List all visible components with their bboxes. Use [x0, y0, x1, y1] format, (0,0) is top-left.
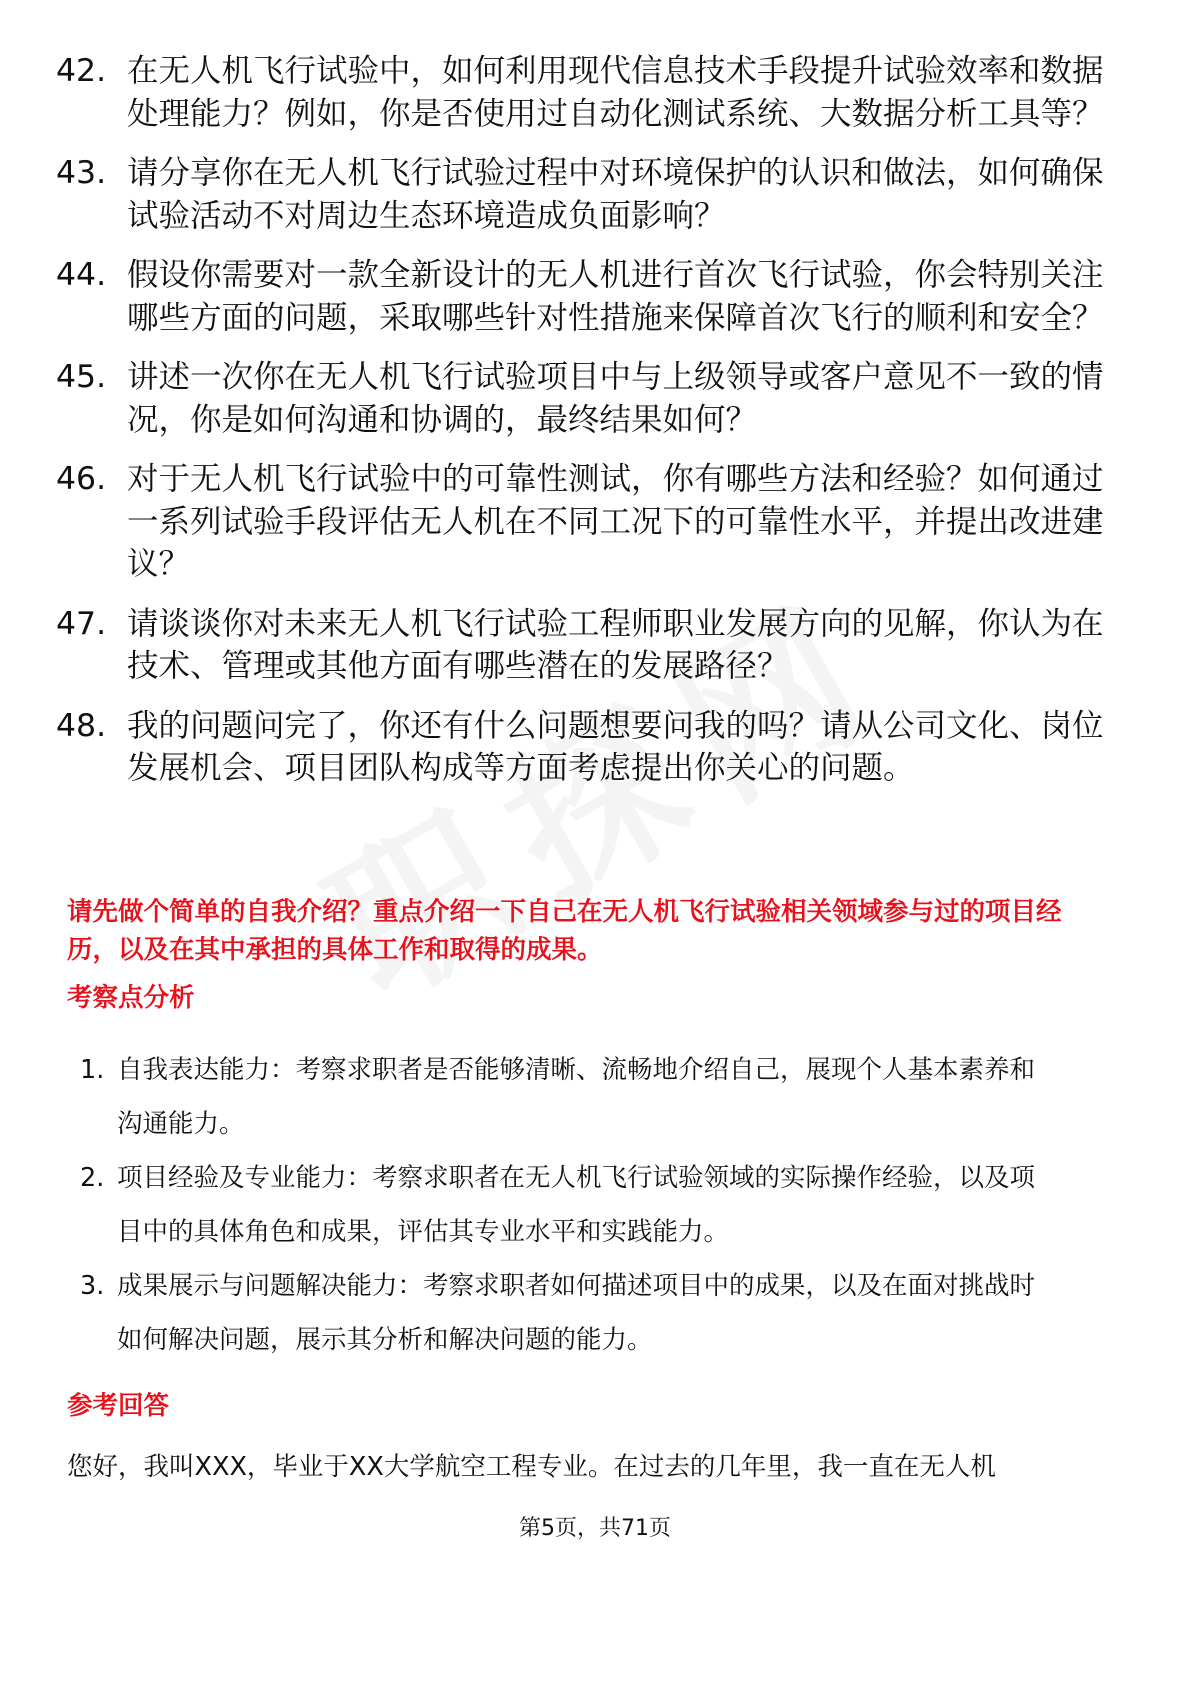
- reference-answer: 您好，我叫XXX，毕业于XX大学航空工程专业。在过去的几年里，我一直在无人机: [67, 1452, 996, 1482]
- analysis-number: 3.: [80, 1271, 105, 1301]
- question-number: 43.: [56, 155, 107, 191]
- question-list: [56, 50, 1116, 807]
- highlight-question: 请先做个简单的自我介绍？重点介绍一下自己在无人机飞行试验相关领域参与过的项目经历，以及在其中承担的具体工作和取得的成果。: [67, 897, 1062, 965]
- question-number: 48.: [56, 707, 107, 744]
- question-item: [56, 356, 1116, 441]
- question-item: [56, 458, 1116, 586]
- question-text: 我的问题问完了，你还有什么问题想要问我的吗？请从公司文化、岗位发展机会、项目团队构成等方面考虑提出你关心的问题。: [127, 707, 1104, 786]
- question-number: 47.: [56, 605, 107, 642]
- question-number: 45.: [56, 359, 107, 395]
- question-text: 在无人机飞行试验中，如何利用现代信息技术手段提升试验效率和数据处理能力？例如，你是否使用过自动化测试系统、大数据分析工具等？: [127, 53, 1104, 132]
- analysis-text: 成果展示与问题解决能力：考察求职者如何描述项目中的成果，以及在面对挑战时如何解决问题，展示其分析和解决问题的能力。: [117, 1271, 1036, 1355]
- question-text: 请分享你在无人机飞行试验过程中对环境保护的认识和做法，如何确保试验活动不对周边生态环境造成负面影响？: [127, 155, 1104, 234]
- page-footer: 第5页，共71页: [519, 1516, 671, 1541]
- analysis-text: 自我表达能力：考察求职者是否能够清晰、流畅地介绍自己，展现个人基本素养和沟通能力。: [117, 1055, 1036, 1139]
- analysis-title: 考察点分析: [67, 983, 195, 1013]
- question-text: 请谈谈你对未来无人机飞行试验工程师职业发展方向的见解，你认为在技术、管理或其他方面有哪些潜在的发展路径？: [127, 605, 1104, 684]
- analysis-item: [67, 1259, 1047, 1367]
- question-text: 假设你需要对一款全新设计的无人机进行首次飞行试验，你会特别关注哪些方面的问题，采取哪些针对性措施来保障首次飞行的顺利和安全？: [127, 257, 1104, 336]
- analysis-text: 项目经验及专业能力：考察求职者在无人机飞行试验领域的实际操作经验，以及项目中的具体角色和成果，评估其专业水平和实践能力。: [117, 1163, 1036, 1247]
- question-number: 42.: [56, 53, 107, 89]
- question-item: [56, 50, 1116, 135]
- question-text: 对于无人机飞行试验中的可靠性测试，你有哪些方法和经验？如何通过一系列试验手段评估无人机在不同工况下的可靠性水平，并提出改进建议？: [127, 461, 1104, 582]
- question-item: [56, 705, 1116, 790]
- analysis-number: 1.: [80, 1055, 105, 1085]
- reference-title: 参考回答: [67, 1391, 170, 1421]
- analysis-item: [67, 1043, 1047, 1151]
- question-item: [56, 603, 1116, 688]
- analysis-number: 2.: [80, 1163, 105, 1193]
- question-item: [56, 254, 1116, 339]
- question-text: 讲述一次你在无人机飞行试验项目中与上级领导或客户意见不一致的情况，你是如何沟通和协调的，最终结果如何？: [127, 359, 1104, 438]
- analysis-list: [67, 1043, 1047, 1367]
- question-number: 46.: [56, 461, 107, 497]
- question-item: [56, 152, 1116, 237]
- question-number: 44.: [56, 257, 107, 293]
- analysis-item: [67, 1151, 1047, 1259]
